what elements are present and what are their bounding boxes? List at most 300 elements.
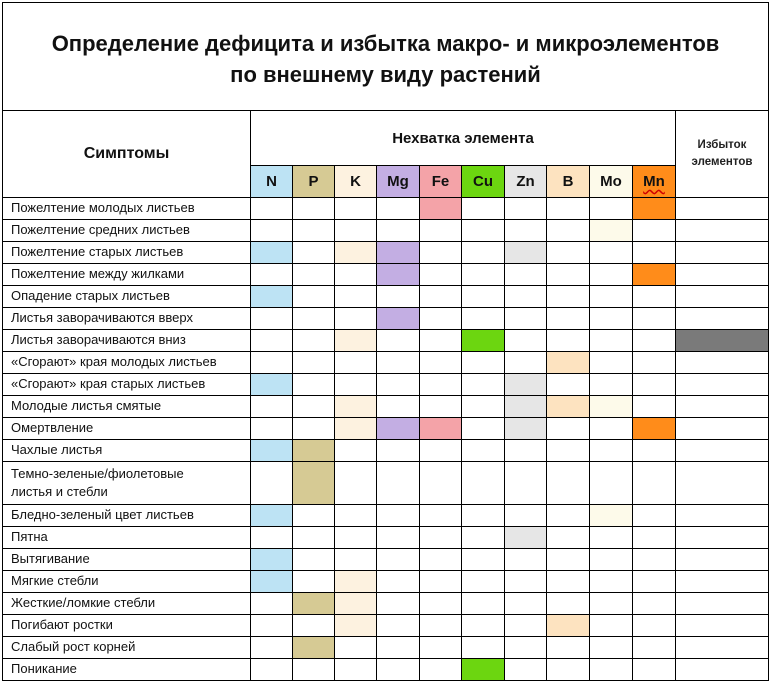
mark-cell-p: [293, 220, 335, 242]
mark-cell-mn: [633, 527, 676, 549]
symptom-cell: [3, 330, 251, 352]
symptom-text: Листья заворачиваются вверх: [11, 310, 193, 326]
mark-cell-mg: [377, 593, 420, 615]
mark-cell-n: [251, 593, 293, 615]
mark-cell-p: [293, 440, 335, 462]
mark-cell-mn: [633, 374, 676, 396]
mark-cell-zn: [505, 593, 547, 615]
mark-cell-mo: [590, 374, 633, 396]
mark-cell-b: [547, 264, 590, 286]
excess-cell: [676, 374, 769, 396]
mark-cell-mo: [590, 330, 633, 352]
mark-cell-mn: [633, 198, 676, 220]
element-symbol: P: [308, 173, 319, 190]
table-row: [3, 418, 769, 440]
mark-cell-b: [547, 308, 590, 330]
mark-cell-mo: [590, 198, 633, 220]
mark-cell-fe: [420, 198, 462, 220]
excess-cell: [676, 549, 769, 571]
mark-cell-fe: [420, 330, 462, 352]
mark-cell-mo: [590, 440, 633, 462]
mark-cell-zn: [505, 220, 547, 242]
mark-cell-fe: [420, 440, 462, 462]
element-header-n: [251, 166, 293, 198]
excess-cell: [676, 330, 769, 352]
table-row: [3, 527, 769, 549]
mark-cell-zn: [505, 659, 547, 681]
mark-cell-cu: [462, 571, 505, 593]
mark-cell-mo: [590, 659, 633, 681]
mark-cell-zn: [505, 286, 547, 308]
mark-cell-fe: [420, 593, 462, 615]
excess-cell: [676, 396, 769, 418]
table-row: [3, 659, 769, 681]
table-row: [3, 308, 769, 330]
element-symbol: Mo: [600, 173, 622, 190]
symptom-text: Пожелтение старых листьев: [11, 244, 184, 260]
mark-cell-k: [335, 418, 377, 440]
mark-cell-mg: [377, 308, 420, 330]
symptom-text: Погибают ростки: [11, 617, 113, 633]
mark-cell-cu: [462, 308, 505, 330]
mark-cell-mg: [377, 549, 420, 571]
symptom-text: Слабый рост корней: [11, 639, 136, 655]
mark-cell-cu: [462, 220, 505, 242]
mark-cell-mn: [633, 593, 676, 615]
mark-cell-fe: [420, 242, 462, 264]
table-row: [3, 242, 769, 264]
mark-cell-mn: [633, 549, 676, 571]
mark-cell-b: [547, 462, 590, 505]
mark-cell-cu: [462, 330, 505, 352]
excess-cell: [676, 352, 769, 374]
mark-cell-b: [547, 440, 590, 462]
table-row: [3, 330, 769, 352]
mark-cell-k: [335, 242, 377, 264]
mark-cell-mo: [590, 264, 633, 286]
mark-cell-b: [547, 220, 590, 242]
mark-cell-cu: [462, 286, 505, 308]
mark-cell-b: [547, 418, 590, 440]
symptom-cell: [3, 286, 251, 308]
mark-cell-b: [547, 352, 590, 374]
mark-cell-b: [547, 593, 590, 615]
mark-cell-k: [335, 440, 377, 462]
symptom-text: Листья заворачиваются вниз: [11, 332, 186, 348]
mark-cell-k: [335, 462, 377, 505]
mark-cell-mn: [633, 637, 676, 659]
mark-cell-k: [335, 198, 377, 220]
mark-cell-n: [251, 637, 293, 659]
symptom-text: Молодые листья смятые: [11, 398, 162, 414]
mark-cell-b: [547, 396, 590, 418]
mark-cell-b: [547, 549, 590, 571]
mark-cell-p: [293, 549, 335, 571]
mark-cell-n: [251, 220, 293, 242]
mark-cell-mn: [633, 440, 676, 462]
mark-cell-mo: [590, 637, 633, 659]
mark-cell-p: [293, 593, 335, 615]
mark-cell-k: [335, 615, 377, 637]
element-header-mo: [590, 166, 633, 198]
mark-cell-zn: [505, 330, 547, 352]
table-row: [3, 440, 769, 462]
mark-cell-mg: [377, 264, 420, 286]
mark-cell-p: [293, 198, 335, 220]
mark-cell-mo: [590, 418, 633, 440]
mark-cell-zn: [505, 637, 547, 659]
mark-cell-b: [547, 637, 590, 659]
symptoms-header: Симптомы: [3, 111, 251, 198]
element-symbol: Fe: [431, 173, 450, 190]
header-row: [3, 111, 769, 166]
symptom-text: Пожелтение между жилками: [11, 266, 185, 282]
mark-cell-cu: [462, 527, 505, 549]
mark-cell-k: [335, 505, 377, 527]
excess-cell: [676, 286, 769, 308]
mark-cell-b: [547, 615, 590, 637]
mark-cell-mo: [590, 462, 633, 505]
mark-cell-n: [251, 571, 293, 593]
mark-cell-mg: [377, 462, 420, 505]
mark-cell-p: [293, 462, 335, 505]
mark-cell-p: [293, 286, 335, 308]
symptom-text: листья и стебли: [11, 484, 108, 499]
mark-cell-fe: [420, 527, 462, 549]
symptom-cell: [3, 571, 251, 593]
symptom-text: Жесткие/ломкие стебли: [11, 595, 156, 611]
symptom-cell: [3, 637, 251, 659]
mark-cell-zn: [505, 527, 547, 549]
mark-cell-n: [251, 242, 293, 264]
symptom-text: Поникание: [11, 661, 77, 677]
mark-cell-p: [293, 242, 335, 264]
mark-cell-mg: [377, 374, 420, 396]
symptom-cell: [3, 220, 251, 242]
mark-cell-mo: [590, 396, 633, 418]
mark-cell-zn: [505, 571, 547, 593]
mark-cell-k: [335, 593, 377, 615]
mark-cell-b: [547, 374, 590, 396]
mark-cell-fe: [420, 286, 462, 308]
element-header-b: [547, 166, 590, 198]
table-row: [3, 549, 769, 571]
table-row: [3, 571, 769, 593]
excess-cell: [676, 571, 769, 593]
mark-cell-n: [251, 198, 293, 220]
mark-cell-mn: [633, 462, 676, 505]
mark-cell-mo: [590, 505, 633, 527]
symptom-text: Вытягивание: [11, 551, 90, 567]
mark-cell-fe: [420, 615, 462, 637]
mark-cell-b: [547, 242, 590, 264]
symptom-text: «Сгорают» края старых листьев: [11, 376, 206, 392]
symptom-cell: [3, 242, 251, 264]
element-symbol: Mn: [643, 173, 665, 190]
mark-cell-mn: [633, 396, 676, 418]
mark-cell-fe: [420, 374, 462, 396]
mark-cell-mg: [377, 396, 420, 418]
element-header-p: [293, 166, 335, 198]
symptom-text: Чахлые листья: [11, 442, 103, 458]
mark-cell-fe: [420, 418, 462, 440]
mark-cell-k: [335, 220, 377, 242]
table-row: [3, 396, 769, 418]
excess-cell: [676, 462, 769, 505]
mark-cell-n: [251, 659, 293, 681]
mark-cell-b: [547, 330, 590, 352]
mark-cell-cu: [462, 198, 505, 220]
excess-header-line-2: элементов: [691, 156, 753, 168]
mark-cell-mo: [590, 308, 633, 330]
symptom-cell: [3, 615, 251, 637]
mark-cell-k: [335, 527, 377, 549]
mark-cell-fe: [420, 571, 462, 593]
mark-cell-p: [293, 637, 335, 659]
mark-cell-mg: [377, 418, 420, 440]
mark-cell-cu: [462, 374, 505, 396]
element-header-fe: [420, 166, 462, 198]
symptom-cell: [3, 659, 251, 681]
mark-cell-zn: [505, 352, 547, 374]
mark-cell-n: [251, 308, 293, 330]
mark-cell-zn: [505, 374, 547, 396]
mark-cell-k: [335, 286, 377, 308]
element-header-zn: [505, 166, 547, 198]
excess-cell: [676, 418, 769, 440]
mark-cell-p: [293, 264, 335, 286]
symptom-cell: [3, 440, 251, 462]
mark-cell-cu: [462, 396, 505, 418]
mark-cell-fe: [420, 505, 462, 527]
symptom-text: Пятна: [11, 529, 48, 545]
excess-cell: [676, 593, 769, 615]
mark-cell-n: [251, 615, 293, 637]
excess-cell: [676, 505, 769, 527]
mark-cell-mg: [377, 242, 420, 264]
mark-cell-b: [547, 571, 590, 593]
mark-cell-zn: [505, 440, 547, 462]
mark-cell-k: [335, 330, 377, 352]
mark-cell-fe: [420, 462, 462, 505]
mark-cell-k: [335, 308, 377, 330]
mark-cell-cu: [462, 462, 505, 505]
mark-cell-mg: [377, 220, 420, 242]
mark-cell-fe: [420, 659, 462, 681]
element-symbol: Mg: [387, 173, 409, 190]
symptom-text: Темно-зеленые/фиолетовые: [11, 465, 184, 481]
mark-cell-mo: [590, 242, 633, 264]
mark-cell-mn: [633, 308, 676, 330]
mark-cell-zn: [505, 242, 547, 264]
mark-cell-fe: [420, 308, 462, 330]
excess-cell: [676, 308, 769, 330]
mark-cell-n: [251, 527, 293, 549]
mark-cell-mg: [377, 505, 420, 527]
mark-cell-p: [293, 330, 335, 352]
table-row: [3, 462, 769, 505]
mark-cell-p: [293, 308, 335, 330]
mark-cell-b: [547, 527, 590, 549]
mark-cell-k: [335, 396, 377, 418]
mark-cell-cu: [462, 440, 505, 462]
excess-cell: [676, 637, 769, 659]
excess-cell: [676, 242, 769, 264]
element-symbol: B: [562, 173, 574, 190]
mark-cell-mg: [377, 615, 420, 637]
mark-cell-n: [251, 396, 293, 418]
title-line-2: по внешнему виду растений: [230, 61, 541, 87]
mark-cell-mo: [590, 571, 633, 593]
excess-cell: [676, 527, 769, 549]
mark-cell-zn: [505, 615, 547, 637]
mark-cell-fe: [420, 220, 462, 242]
mark-cell-k: [335, 659, 377, 681]
mark-cell-p: [293, 505, 335, 527]
mark-cell-zn: [505, 308, 547, 330]
deficiency-table: [2, 2, 769, 681]
mark-cell-zn: [505, 418, 547, 440]
element-symbol: K: [350, 173, 361, 190]
symptom-cell: [3, 264, 251, 286]
mark-cell-mo: [590, 593, 633, 615]
mark-cell-fe: [420, 396, 462, 418]
excess-header: [676, 111, 769, 198]
mark-cell-mn: [633, 220, 676, 242]
mark-cell-mn: [633, 264, 676, 286]
symptom-text: «Сгорают» края молодых листьев: [11, 354, 217, 370]
mark-cell-n: [251, 505, 293, 527]
mark-cell-mn: [633, 571, 676, 593]
mark-cell-cu: [462, 352, 505, 374]
mark-cell-k: [335, 571, 377, 593]
mark-cell-n: [251, 286, 293, 308]
mark-cell-mo: [590, 615, 633, 637]
symptom-text: Бледно-зеленый цвет листьев: [11, 507, 194, 523]
mark-cell-mn: [633, 505, 676, 527]
excess-cell: [676, 615, 769, 637]
table-row: [3, 264, 769, 286]
symptom-cell: [3, 374, 251, 396]
table-row: [3, 220, 769, 242]
mark-cell-mn: [633, 418, 676, 440]
mark-cell-n: [251, 374, 293, 396]
symptom-text: Омертвление: [11, 420, 94, 436]
element-header-mg: [377, 166, 420, 198]
mark-cell-fe: [420, 637, 462, 659]
excess-cell: [676, 198, 769, 220]
mark-cell-k: [335, 549, 377, 571]
title-row: [3, 3, 769, 111]
page-title: [3, 3, 769, 111]
mark-cell-n: [251, 330, 293, 352]
mark-cell-n: [251, 352, 293, 374]
mark-cell-mg: [377, 330, 420, 352]
mark-cell-mo: [590, 286, 633, 308]
element-symbol: N: [266, 173, 277, 190]
mark-cell-mo: [590, 527, 633, 549]
table-row: [3, 374, 769, 396]
mark-cell-fe: [420, 352, 462, 374]
mark-cell-mg: [377, 286, 420, 308]
table-row: [3, 593, 769, 615]
mark-cell-k: [335, 374, 377, 396]
mark-cell-b: [547, 659, 590, 681]
excess-cell: [676, 659, 769, 681]
symptom-text: Пожелтение средних листьев: [11, 222, 190, 238]
symptom-cell: [3, 549, 251, 571]
excess-cell: [676, 220, 769, 242]
element-symbol: Zn: [516, 173, 535, 190]
mark-cell-fe: [420, 549, 462, 571]
mark-cell-n: [251, 418, 293, 440]
symptom-text: Пожелтение молодых листьев: [11, 200, 195, 216]
mark-cell-k: [335, 637, 377, 659]
symptom-text: Мягкие стебли: [11, 573, 99, 589]
table-row: [3, 286, 769, 308]
table-row: [3, 505, 769, 527]
table-row: [3, 615, 769, 637]
mark-cell-k: [335, 352, 377, 374]
mark-cell-zn: [505, 264, 547, 286]
mark-cell-mn: [633, 242, 676, 264]
mark-cell-mg: [377, 637, 420, 659]
mark-cell-mn: [633, 286, 676, 308]
deficit-header: Нехватка элемента: [251, 111, 676, 166]
symptom-cell: [3, 418, 251, 440]
mark-cell-n: [251, 264, 293, 286]
mark-cell-mg: [377, 659, 420, 681]
mark-cell-p: [293, 418, 335, 440]
mark-cell-p: [293, 527, 335, 549]
mark-cell-mg: [377, 352, 420, 374]
mark-cell-n: [251, 440, 293, 462]
mark-cell-zn: [505, 462, 547, 505]
table-row: [3, 352, 769, 374]
symptom-text: Опадение старых листьев: [11, 288, 170, 304]
mark-cell-mo: [590, 549, 633, 571]
excess-header-line-1: Избыток: [697, 139, 747, 151]
title-line-1: Определение дефицита и избытка макро- и микроэлементов: [51, 30, 720, 56]
table-row: [3, 198, 769, 220]
symptom-cell: [3, 527, 251, 549]
mark-cell-mn: [633, 330, 676, 352]
mark-cell-n: [251, 549, 293, 571]
mark-cell-p: [293, 615, 335, 637]
mark-cell-cu: [462, 593, 505, 615]
mark-cell-b: [547, 505, 590, 527]
mark-cell-zn: [505, 505, 547, 527]
symptom-cell: [3, 308, 251, 330]
mark-cell-p: [293, 396, 335, 418]
mark-cell-cu: [462, 242, 505, 264]
table-row: [3, 637, 769, 659]
deficiency-table-sheet: [2, 2, 768, 684]
mark-cell-mn: [633, 659, 676, 681]
mark-cell-cu: [462, 505, 505, 527]
mark-cell-mn: [633, 352, 676, 374]
mark-cell-zn: [505, 549, 547, 571]
mark-cell-cu: [462, 264, 505, 286]
mark-cell-zn: [505, 198, 547, 220]
mark-cell-b: [547, 286, 590, 308]
element-header-mn: [633, 166, 676, 198]
mark-cell-p: [293, 374, 335, 396]
symptom-cell: [3, 593, 251, 615]
symptom-cell: [3, 396, 251, 418]
mark-cell-p: [293, 659, 335, 681]
mark-cell-mg: [377, 527, 420, 549]
